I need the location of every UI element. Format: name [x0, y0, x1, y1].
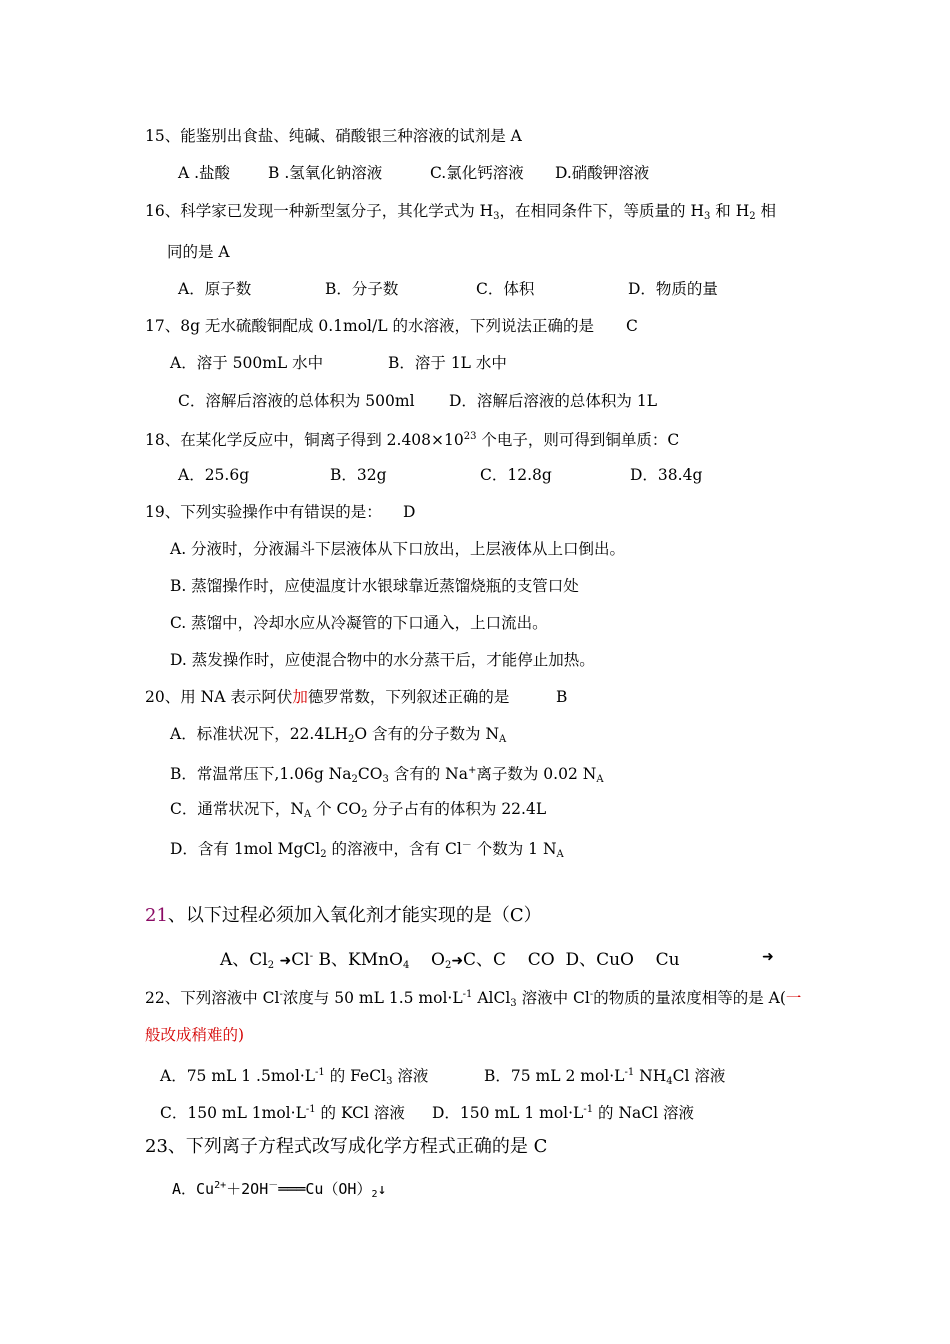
q20-option-c [170, 799, 546, 825]
question-19-stem: 19、下列实验操作中有错误的是： [145, 503, 382, 521]
text: ═══Cu（OH） [278, 1180, 372, 1198]
text: 个数为 1 N [471, 840, 557, 858]
superscript: - [279, 989, 283, 1000]
text: C、C [463, 950, 507, 970]
text: NH [634, 1067, 667, 1085]
text: Cl 溶液 [672, 1067, 726, 1085]
superscript: -1 [583, 1104, 594, 1115]
text: 16、科学家已发现一种新型氢分子，其化学式为 H [145, 202, 494, 220]
q19-option-a: A. 分液时，分液漏斗下层液体从下口放出，上层液体从上口倒出。 [170, 540, 626, 558]
question-number: 21 [145, 905, 168, 926]
superscript: － [268, 1180, 279, 1191]
q19-option-c: C. 蒸馏中，冷却水应从冷凝管的下口通入，上口流出。 [170, 614, 548, 632]
subscript: 2 [320, 849, 327, 860]
q22-option-c [160, 1100, 405, 1123]
text: 、以下过程必须加入氧化剂才能实现的是（C） [167, 905, 542, 926]
text: 个 CO [311, 800, 362, 818]
q17-answer: C [626, 317, 638, 335]
question-20-stem [145, 687, 509, 707]
text: B、KMnO [318, 950, 403, 970]
text: O [431, 950, 445, 970]
text: CO [357, 765, 383, 783]
q17-option-a: A．溶于 500mL 水中 [170, 354, 324, 372]
text: 德罗常数，下列叙述正确的是 [307, 688, 510, 706]
text: 20、用 NA 表示阿伏 [145, 688, 293, 706]
text: A．75 mL 1 .5mol·L [160, 1067, 316, 1085]
q17-option-c: C．溶解后溶液的总体积为 500ml [178, 392, 415, 410]
superscript: - [309, 951, 314, 962]
superscript: -1 [462, 989, 473, 1000]
text: 22、下列溶液中 Cl [145, 989, 280, 1007]
subscript: 2 [749, 211, 756, 222]
text: A、Cl [220, 950, 268, 970]
text: 的溶液中，含有 Cl [326, 840, 462, 858]
superscript: -1 [315, 1067, 325, 1078]
subscript: 4 [666, 1076, 673, 1087]
q18-option-b: B．32g [330, 466, 387, 484]
text: 的 FeCl [324, 1067, 387, 1085]
text: CO [527, 950, 555, 970]
superscript: 23 [463, 431, 477, 442]
subscript: 2 [351, 774, 358, 785]
q15-option-c: C.氯化钙溶液 [430, 164, 524, 182]
text: ，在相同条件下，等质量的 H [499, 202, 704, 220]
text: 个电子，则可得到铜单质：C [476, 431, 680, 449]
question-22-stem [145, 985, 801, 1014]
text: D、CuO [565, 950, 634, 970]
teacher-note: 般改成稍难的) [145, 1026, 245, 1044]
text: ↓ [377, 1180, 387, 1198]
q20-option-d [170, 836, 564, 865]
q20-answer: B [556, 688, 568, 706]
q15-option-d: D.硝酸钾溶液 [555, 164, 650, 182]
subscript: 2 [348, 734, 355, 745]
text: 溶液 [392, 1067, 429, 1085]
text: D．150 mL 1 mol·L [432, 1104, 584, 1122]
text: 离子数为 0.02 N [476, 765, 597, 783]
text: A．Cu [172, 1180, 215, 1198]
q22-option-a [160, 1063, 428, 1092]
text: 18、在某化学反应中，铜离子得到 2.408×10 [145, 431, 464, 449]
subscript: A [556, 849, 564, 860]
subscript: A [499, 734, 507, 745]
question-18-stem [145, 427, 679, 450]
arrow-icon: ➜ [762, 949, 774, 965]
text: C．通常状况下， [170, 800, 291, 818]
subscript: 4 [403, 960, 410, 971]
tracked-change: 加 [292, 688, 308, 706]
superscript: - [589, 989, 594, 1000]
q18-option-a: A．25.6g [178, 466, 250, 484]
text: 的 KCl 溶液 [315, 1104, 405, 1122]
q15-option-a: A .盐酸 [178, 164, 231, 182]
text: B．常温常压下,1.06g Na [170, 765, 352, 783]
text: O 含有的分子数为 N [354, 725, 500, 743]
text: 浓度与 50 mL 1.5 mol·L [282, 989, 463, 1007]
arrow-icon: ➜ [279, 953, 292, 969]
subscript: 3 [382, 774, 389, 785]
q15-option-b: B .氢氧化钠溶液 [268, 164, 383, 182]
q19-option-b: B. 蒸馏操作时，应使温度计水银球靠近蒸馏烧瓶的支管口处 [170, 577, 579, 595]
q16-option-a: A．原子数 [178, 280, 252, 298]
q17-option-d: D．溶解后溶液的总体积为 1L [449, 392, 658, 410]
q20-option-a [170, 724, 506, 750]
subscript: A [596, 774, 604, 785]
text: D．含有 1mol MgCl [170, 840, 321, 858]
question-23-stem: 23、下列离子方程式改写成化学方程式正确的是 C [145, 1136, 548, 1157]
q18-option-d: D．38.4g [630, 466, 703, 484]
text: 溶液中 Cl [516, 989, 590, 1007]
question-21-options [220, 946, 680, 977]
text: 分子占有的体积为 22.4L [367, 800, 547, 818]
subscript: 3 [493, 211, 500, 222]
q16-option-b: B．分子数 [325, 280, 399, 298]
subscript: 2 [267, 960, 275, 971]
question-16-stem-cont: 同的是 A [167, 243, 230, 261]
text: 的物质的量浓度相等的是 A( [593, 989, 786, 1007]
text: Cu [655, 950, 680, 970]
question-15-stem: 15、能鉴别出食盐、纯碱、硝酸银三种溶液的试剂是 A [145, 127, 522, 145]
teacher-note: 一 [785, 989, 802, 1007]
text: AlCl [472, 989, 511, 1007]
q20-option-b [170, 761, 604, 790]
text: N [290, 800, 304, 818]
superscript: -1 [624, 1067, 635, 1078]
text: Cl [291, 950, 310, 970]
arrow-icon: ➜ [451, 953, 464, 969]
q22-option-b [484, 1063, 725, 1092]
text: B．75 mL 2 mol·L [484, 1067, 625, 1085]
subscript: 2 [371, 1189, 378, 1200]
superscript: + [467, 765, 477, 776]
text: C．150 mL 1mol·L [160, 1104, 306, 1122]
subscript: A [303, 809, 312, 820]
q18-option-c: C．12.8g [480, 466, 552, 484]
superscript: － [461, 840, 472, 851]
text: 的 NaCl 溶液 [593, 1104, 695, 1122]
text: ＋2OH [226, 1180, 269, 1198]
question-16-stem [145, 201, 776, 227]
question-17-stem: 17、8g 无水硫酸铜配成 0.1mol/L 的水溶液，下列说法正确的是 [145, 317, 594, 335]
text: A．标准状况下，22.4LH [170, 725, 349, 743]
q19-answer: D [403, 503, 416, 521]
subscript: 2 [361, 809, 368, 820]
superscript: -1 [305, 1104, 316, 1115]
text: 相 [755, 202, 777, 220]
subscript: 3 [704, 211, 711, 222]
subscript: 2 [444, 960, 452, 971]
q19-option-d: D. 蒸发操作时，应使混合物中的水分蒸干后，才能停止加热。 [170, 651, 595, 669]
subscript: 3 [510, 998, 517, 1009]
q23-option-a [172, 1176, 387, 1205]
text: 含有的 Na [388, 765, 468, 783]
superscript: 2+ [214, 1180, 227, 1191]
q16-option-d: D．物质的量 [628, 280, 718, 298]
question-21-stem [145, 906, 542, 926]
subscript: 3 [386, 1076, 393, 1087]
q16-option-c: C．体积 [476, 280, 535, 298]
q17-option-b: B．溶于 1L 水中 [388, 354, 507, 372]
text: 和 H [710, 202, 750, 220]
q22-option-d [432, 1100, 694, 1123]
